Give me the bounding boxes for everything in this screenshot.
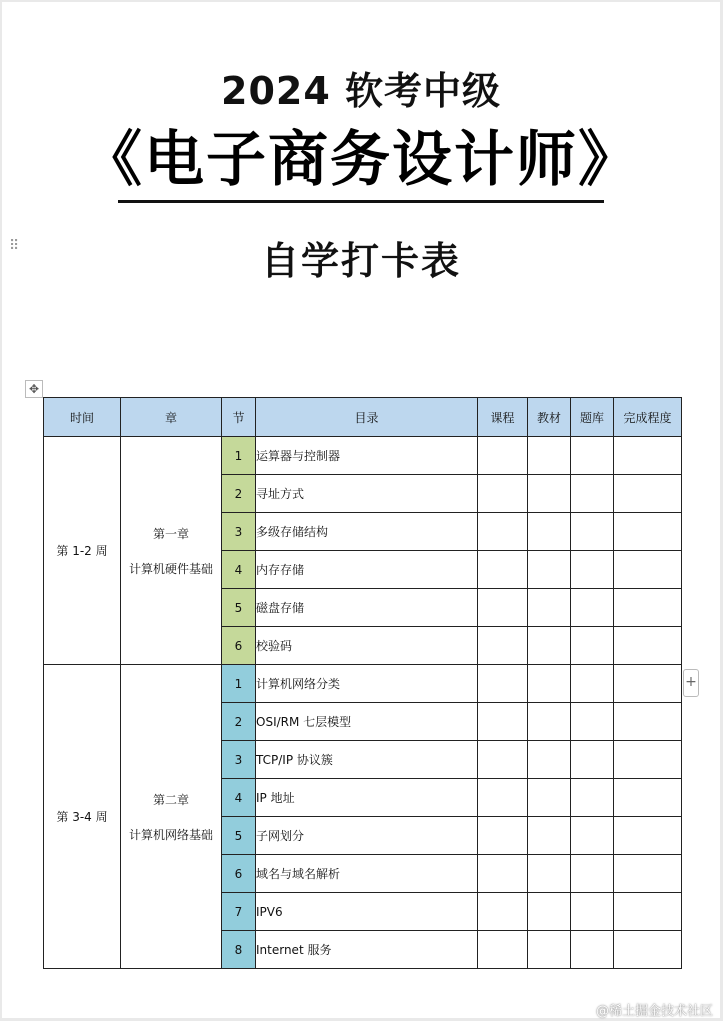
course-check-cell[interactable] bbox=[478, 855, 528, 893]
topic-cell: IPV6 bbox=[256, 893, 478, 931]
textbook-check-cell[interactable] bbox=[528, 703, 571, 741]
completion-cell[interactable] bbox=[614, 437, 682, 475]
topic-cell: 校验码 bbox=[256, 627, 478, 665]
questions-check-cell[interactable] bbox=[571, 551, 614, 589]
table-row bbox=[44, 665, 682, 703]
course-check-cell[interactable] bbox=[478, 437, 528, 475]
questions-check-cell[interactable] bbox=[571, 627, 614, 665]
course-check-cell[interactable] bbox=[478, 741, 528, 779]
section-number: 8 bbox=[222, 931, 256, 969]
textbook-check-cell[interactable] bbox=[528, 627, 571, 665]
drag-handle-icon[interactable]: ⠿ bbox=[9, 238, 19, 254]
course-check-cell[interactable] bbox=[478, 893, 528, 931]
questions-check-cell[interactable] bbox=[571, 893, 614, 931]
questions-check-cell[interactable] bbox=[571, 475, 614, 513]
watermark-text: @稀土掘金技术社区 bbox=[595, 1004, 713, 1019]
course-check-cell[interactable] bbox=[478, 589, 528, 627]
completion-cell[interactable] bbox=[614, 817, 682, 855]
questions-check-cell[interactable] bbox=[571, 855, 614, 893]
table-move-handle-icon[interactable]: ✥ bbox=[25, 380, 43, 398]
completion-cell[interactable] bbox=[614, 703, 682, 741]
section-number: 4 bbox=[222, 551, 256, 589]
topic-cell: OSI/RM 七层模型 bbox=[256, 703, 478, 741]
section-number: 1 bbox=[222, 437, 256, 475]
course-check-cell[interactable] bbox=[478, 931, 528, 969]
header-questions: 题库 bbox=[571, 398, 614, 437]
header-contents: 目录 bbox=[256, 398, 478, 437]
checkin-table bbox=[43, 397, 682, 969]
questions-check-cell[interactable] bbox=[571, 741, 614, 779]
questions-check-cell[interactable] bbox=[571, 779, 614, 817]
section-number: 7 bbox=[222, 893, 256, 931]
section-number: 2 bbox=[222, 475, 256, 513]
completion-cell[interactable] bbox=[614, 893, 682, 931]
completion-cell[interactable] bbox=[614, 475, 682, 513]
title-line-3: 自学打卡表 bbox=[260, 239, 461, 283]
topic-cell: 内存存储 bbox=[256, 551, 478, 589]
textbook-check-cell[interactable] bbox=[528, 589, 571, 627]
textbook-check-cell[interactable] bbox=[528, 893, 571, 931]
questions-check-cell[interactable] bbox=[571, 931, 614, 969]
chapter-cell bbox=[121, 437, 222, 665]
textbook-check-cell[interactable] bbox=[528, 741, 571, 779]
course-check-cell[interactable] bbox=[478, 665, 528, 703]
textbook-check-cell[interactable] bbox=[528, 551, 571, 589]
textbook-check-cell[interactable] bbox=[528, 855, 571, 893]
section-number: 6 bbox=[222, 855, 256, 893]
topic-cell: TCP/IP 协议簇 bbox=[256, 741, 478, 779]
header-section: 节 bbox=[222, 398, 256, 437]
chapter-name: 计算机网络基础 bbox=[128, 827, 213, 842]
topic-cell: IP 地址 bbox=[256, 779, 478, 817]
section-number: 4 bbox=[222, 779, 256, 817]
completion-cell[interactable] bbox=[614, 855, 682, 893]
completion-cell[interactable] bbox=[614, 627, 682, 665]
section-number: 2 bbox=[222, 703, 256, 741]
header-course: 课程 bbox=[478, 398, 528, 437]
table-row bbox=[44, 437, 682, 475]
textbook-check-cell[interactable] bbox=[528, 931, 571, 969]
course-check-cell[interactable] bbox=[478, 627, 528, 665]
section-number: 1 bbox=[222, 665, 256, 703]
section-number: 5 bbox=[222, 817, 256, 855]
questions-check-cell[interactable] bbox=[571, 513, 614, 551]
completion-cell[interactable] bbox=[614, 665, 682, 703]
questions-check-cell[interactable] bbox=[571, 589, 614, 627]
course-check-cell[interactable] bbox=[478, 513, 528, 551]
questions-check-cell[interactable] bbox=[571, 665, 614, 703]
header-time: 时间 bbox=[44, 398, 121, 437]
textbook-check-cell[interactable] bbox=[528, 817, 571, 855]
chapter-number: 第二章 bbox=[152, 792, 189, 807]
topic-cell: 多级存储结构 bbox=[256, 513, 478, 551]
textbook-check-cell[interactable] bbox=[528, 513, 571, 551]
header-textbook: 教材 bbox=[528, 398, 571, 437]
header-completion: 完成程度 bbox=[614, 398, 682, 437]
topic-cell: 运算器与控制器 bbox=[256, 437, 478, 475]
header-chapter: 章 bbox=[121, 398, 222, 437]
topic-cell: 磁盘存储 bbox=[256, 589, 478, 627]
chapter-number: 第一章 bbox=[152, 526, 189, 541]
completion-cell[interactable] bbox=[614, 589, 682, 627]
completion-cell[interactable] bbox=[614, 551, 682, 589]
completion-cell[interactable] bbox=[614, 741, 682, 779]
section-number: 6 bbox=[222, 627, 256, 665]
topic-cell: 域名与域名解析 bbox=[256, 855, 478, 893]
course-check-cell[interactable] bbox=[478, 817, 528, 855]
course-check-cell[interactable] bbox=[478, 475, 528, 513]
chapter-name: 计算机硬件基础 bbox=[128, 561, 213, 576]
completion-cell[interactable] bbox=[614, 779, 682, 817]
questions-check-cell[interactable] bbox=[571, 703, 614, 741]
textbook-check-cell[interactable] bbox=[528, 779, 571, 817]
course-check-cell[interactable] bbox=[478, 551, 528, 589]
topic-cell: 计算机网络分类 bbox=[256, 665, 478, 703]
section-number: 5 bbox=[222, 589, 256, 627]
questions-check-cell[interactable] bbox=[571, 817, 614, 855]
section-number: 3 bbox=[222, 513, 256, 551]
completion-cell[interactable] bbox=[614, 931, 682, 969]
topic-cell: Internet 服务 bbox=[256, 931, 478, 969]
course-check-cell[interactable] bbox=[478, 779, 528, 817]
questions-check-cell[interactable] bbox=[571, 437, 614, 475]
completion-cell[interactable] bbox=[614, 513, 682, 551]
section-number: 3 bbox=[222, 741, 256, 779]
textbook-check-cell[interactable] bbox=[528, 437, 571, 475]
textbook-check-cell[interactable] bbox=[528, 665, 571, 703]
topic-cell: 子网划分 bbox=[256, 817, 478, 855]
topic-cell: 寻址方式 bbox=[256, 475, 478, 513]
time-cell: 第 1-2 周 bbox=[44, 437, 121, 665]
course-check-cell[interactable] bbox=[478, 703, 528, 741]
chapter-cell bbox=[121, 665, 222, 969]
title-underline bbox=[118, 200, 604, 203]
time-cell: 第 3-4 周 bbox=[44, 665, 121, 969]
table-header-row bbox=[44, 398, 682, 437]
add-column-button[interactable]: + bbox=[683, 669, 699, 697]
title-line-2: 《电子商务设计师》 bbox=[82, 125, 640, 195]
textbook-check-cell[interactable] bbox=[528, 475, 571, 513]
title-line-1: 2024 软考中级 bbox=[221, 69, 501, 113]
